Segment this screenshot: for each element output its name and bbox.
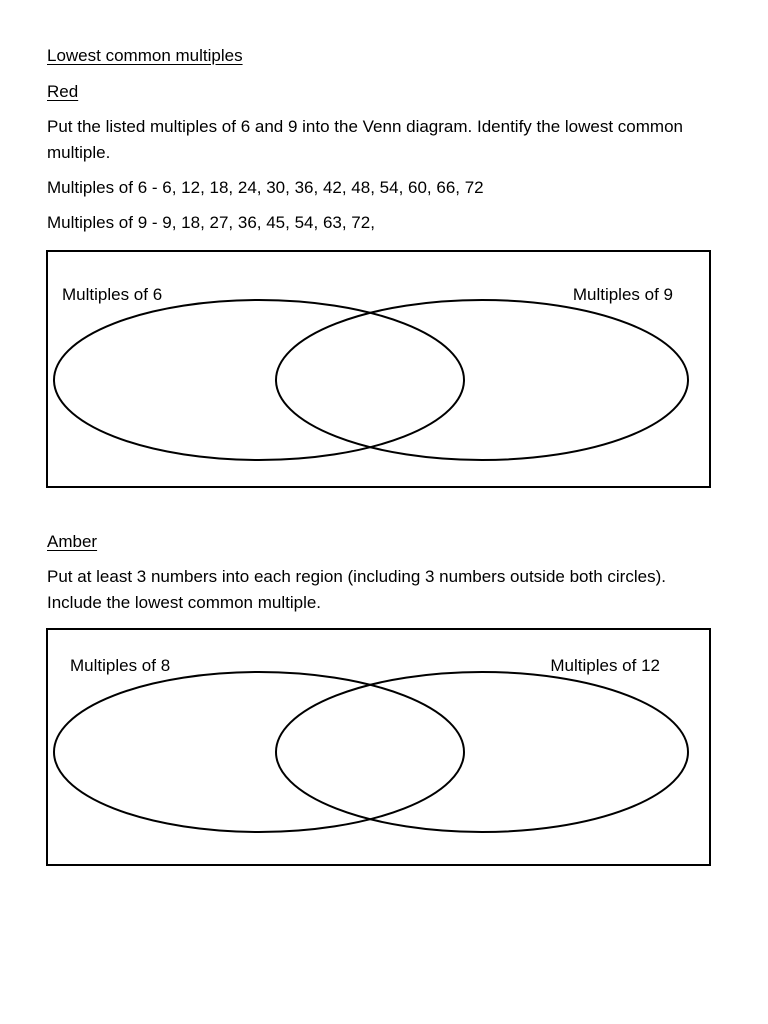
- venn-label-left-red: Multiples of 6: [62, 285, 163, 304]
- multiples-of-6-list: Multiples of 6 - 6, 12, 18, 24, 30, 36, 42, 48, 54, 60, 66, 72: [47, 178, 484, 197]
- venn-label-left-amber: Multiples of 8: [70, 656, 171, 675]
- red-instruction: Put the listed multiples of 6 and 9 into the Venn diagram. Identify the lowest common multiple.: [47, 117, 683, 162]
- venn-diagram-red: [46, 250, 711, 488]
- page-title: Lowest common multiples: [47, 46, 243, 65]
- section-heading-amber: Amber: [47, 532, 98, 551]
- multiples-of-9-list: Multiples of 9 - 9, 18, 27, 36, 45, 54, 63, 72,: [47, 213, 375, 232]
- venn-label-right-amber: Multiples of 12: [550, 656, 660, 675]
- venn-set-left-red: [54, 300, 464, 460]
- venn-diagram-amber: [46, 628, 711, 866]
- section-heading-red: Red: [47, 82, 79, 101]
- venn-label-right-red: Multiples of 9: [572, 285, 673, 304]
- venn-set-left-amber: [54, 672, 464, 832]
- amber-instruction: Put at least 3 numbers into each region (including 3 numbers outside both circles). Include the lowest common multiple.: [47, 567, 666, 612]
- venn-set-right-amber: [276, 672, 688, 832]
- venn-set-right-red: [276, 300, 688, 460]
